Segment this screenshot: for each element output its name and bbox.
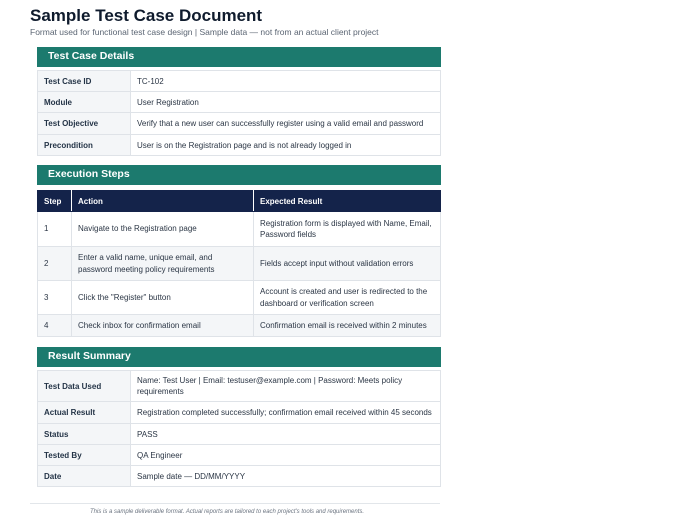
row-value: User Registration xyxy=(131,92,441,113)
table-row xyxy=(38,247,441,281)
table-row xyxy=(38,371,441,402)
row-label: Status xyxy=(38,424,131,445)
column-header-expected: Expected Result xyxy=(254,191,441,212)
step-expected: Fields accept input without validation errors xyxy=(254,247,441,281)
page-title: Sample Test Case Document xyxy=(30,6,263,25)
step-action: Click the "Register" button xyxy=(72,281,254,315)
row-label: Tested By xyxy=(38,445,131,466)
step-number: 1 xyxy=(38,212,72,247)
table-row xyxy=(38,466,441,487)
row-value: TC-102 xyxy=(131,71,441,92)
row-label: Date xyxy=(38,466,131,487)
row-label: Test Objective xyxy=(38,113,131,135)
row-value: Verify that a new user can successfully register using a valid email and password xyxy=(131,113,441,135)
step-expected: Registration form is displayed with Name, Email, Password fields xyxy=(254,212,441,247)
row-label: Test Data Used xyxy=(38,371,131,402)
step-number: 3 xyxy=(38,281,72,315)
row-label: Test Case ID xyxy=(38,71,131,92)
table-row xyxy=(38,71,441,92)
steps-header-row xyxy=(38,191,441,212)
table-row xyxy=(38,281,441,315)
table-row xyxy=(38,92,441,113)
table-row xyxy=(38,402,441,424)
column-header-action: Action xyxy=(72,191,254,212)
step-expected: Account is created and user is redirected to the dashboard or verification screen xyxy=(254,281,441,315)
row-value: QA Engineer xyxy=(131,445,441,466)
step-number: 4 xyxy=(38,315,72,337)
row-value: User is on the Registration page and is not already logged in xyxy=(131,135,441,156)
step-action: Enter a valid name, unique email, and password meeting policy requirements xyxy=(72,247,254,281)
status-badge: PASS xyxy=(131,424,441,445)
row-label: Precondition xyxy=(38,135,131,156)
footer-note: This is a sample deliverable format. Actual reports are tailored to each project's tools and requirements. xyxy=(90,509,365,515)
row-label: Actual Result xyxy=(38,402,131,424)
page-subtitle: Format used for functional test case design | Sample data — not from an actual client project xyxy=(30,27,379,37)
step-action: Check inbox for confirmation email xyxy=(72,315,254,337)
steps-table xyxy=(37,190,441,337)
table-row xyxy=(38,315,441,337)
step-action: Navigate to the Registration page xyxy=(72,212,254,247)
row-value: Registration completed successfully; confirmation email received within 45 seconds xyxy=(131,402,441,424)
step-number: 2 xyxy=(38,247,72,281)
table-row xyxy=(38,113,441,135)
step-expected: Confirmation email is received within 2 minutes xyxy=(254,315,441,337)
details-table xyxy=(37,70,441,156)
table-row xyxy=(38,212,441,247)
section-header-summary: Result Summary xyxy=(37,347,441,367)
summary-table xyxy=(37,370,441,487)
column-header-step: Step xyxy=(38,191,72,212)
table-row xyxy=(38,135,441,156)
section-header-steps: Execution Steps xyxy=(37,165,441,185)
table-row xyxy=(38,445,441,466)
section-header-details: Test Case Details xyxy=(37,47,441,67)
row-value: Sample date — DD/MM/YYYY xyxy=(131,466,441,487)
divider xyxy=(30,503,440,504)
row-value: Name: Test User | Email: testuser@example.com | Password: Meets policy requirements xyxy=(131,371,441,402)
table-row xyxy=(38,424,441,445)
row-label: Module xyxy=(38,92,131,113)
